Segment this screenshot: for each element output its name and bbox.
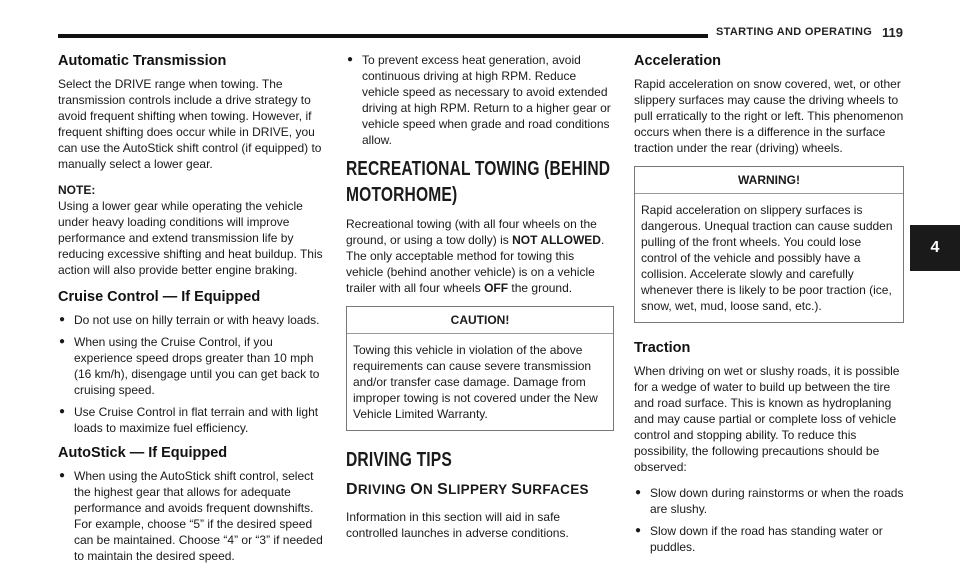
traction-heading: Traction (634, 340, 691, 356)
heat-list (346, 52, 614, 148)
text-run: D (346, 481, 358, 498)
text-run: RIVING (357, 482, 411, 497)
recreational-towing-heading (346, 156, 615, 208)
text-run: URFACES (522, 482, 589, 497)
recreational-towing-heading-line-1: RECREATIONAL TOWING (BEHIND (346, 158, 611, 180)
note-body: Using a lower gear while operating the vehicle under heavy loading conditions will improve performance and extend transmission life by reducing excessive shifting and heat buildup. This action will also provide better engine braking. (58, 199, 323, 277)
acceleration-body: Rapid acceleration on snow covered, wet, or other slippery surfaces may cause the driving wheels to pull erratically to the right or left. This phenomenon occurs when there is a difference in the surface traction under the rear (driving) wheels. (634, 77, 904, 155)
text-run: Recreational towing (with all four wheels on the ground, or using a tow dolly) is (346, 217, 597, 247)
recreational-towing-heading-line-2: MOTORHOME) (346, 184, 458, 206)
recreational-towing-body (346, 216, 614, 296)
text-run: the ground. (508, 281, 573, 295)
caution-title: CAUTION! (347, 307, 613, 334)
acceleration-heading: Acceleration (634, 53, 722, 69)
list-item: ● Slow down if the road has standing water or puddles. (634, 523, 904, 555)
warning-title: WARNING! (635, 167, 903, 194)
column-1 (58, 52, 326, 572)
page-number: 119 (882, 25, 903, 40)
slippery-surfaces-body: Information in this section will aid in safe controlled launches in adverse conditions. (346, 510, 569, 540)
autostick-heading: AutoStick — If Equipped (58, 445, 228, 461)
text-run: N (422, 482, 438, 497)
text-run: LIPPERY (448, 482, 512, 497)
traction-body: When driving on wet or slushy roads, it is possible for a wedge of water to build up between the tire and road surface. This is known as hydroplaning and may cause partial or complete loss of vehicle control and stopping ability. To reduce this possibility, the following precautions should be observed: (634, 364, 900, 474)
list-item: ● Use Cruise Control in flat terrain and with light loads to maximize fuel efficiency. (58, 404, 326, 436)
header-rule (58, 34, 708, 38)
list-item: ● To prevent excess heat generation, avoid continuous driving at high RPM. Reduce vehicle speed as necessary to avoid extended driving at high RPM. Return to a higher gear or vehicle speed when grade and road conditions allow. (346, 52, 614, 148)
header-section-title: STARTING AND OPERATING (716, 26, 873, 38)
warning-body: Rapid acceleration on slippery surfaces is dangerous. Unequal traction can cause sudden pulling of the front wheels. You could lose control of the vehicle and possibly have a collision. Accelerate slowly and carefully whenever there is likely to be poor traction (ice, snow, wet, mud, loose sand, etc.). (641, 203, 893, 313)
list-item: ● When using the Cruise Control, if you experience speed drops greater than 10 mph (16 km/h), disengage until you can get back to cruising speed. (58, 334, 326, 398)
cruise-control-list (58, 312, 326, 436)
automatic-transmission-heading: Automatic Transmission (58, 53, 227, 69)
text-run: O (410, 481, 423, 498)
text-run: S (437, 481, 449, 498)
text-run: . The only acceptable method for towing this vehicle (behind another vehicle) is on a vehicle trailer with all four wheels (346, 233, 605, 295)
traction-list (634, 485, 904, 555)
note-title: NOTE: (58, 183, 96, 197)
chapter-tab[interactable]: 4 (910, 225, 960, 271)
caution-box (346, 306, 614, 431)
cruise-control-heading: Cruise Control — If Equipped (58, 289, 261, 305)
caution-body: Towing this vehicle in violation of the above requirements can cause severe transmission and/or transfer case damage. Damage from improper towing is not covered under the New Vehicle Limited Warranty. (353, 343, 598, 421)
text-run: S (511, 481, 523, 498)
list-item: ● Slow down during rainstorms or when the roads are slushy. (634, 485, 904, 517)
driving-tips-heading: DRIVING TIPS (346, 449, 452, 471)
warning-box (634, 166, 904, 323)
text-run-bold: NOT ALLOWED (512, 233, 601, 247)
autostick-list (58, 468, 326, 564)
automatic-transmission-body: Select the DRIVE range when towing. The transmission controls include a drive strategy to avoid frequent shifting when towing. However, if frequent shifting does occur while in DRIVE, you can use the AutoStick shift control (if equipped) to manually select a lower gear. (58, 77, 322, 171)
list-item: ● When using the AutoStick shift control, select the highest gear that allows for adequate performance and avoids frequent downshifts. For example, choose “5” if the desired speed can be maintained. Choose “4” or “3” if needed to maintain the desired speed. (58, 468, 326, 564)
slippery-surfaces-heading (346, 481, 614, 499)
column-3 (634, 52, 904, 563)
list-item: ● Do not use on hilly terrain or with heavy loads. (58, 312, 326, 328)
column-2 (346, 52, 614, 551)
text-run-bold: OFF (484, 281, 509, 295)
